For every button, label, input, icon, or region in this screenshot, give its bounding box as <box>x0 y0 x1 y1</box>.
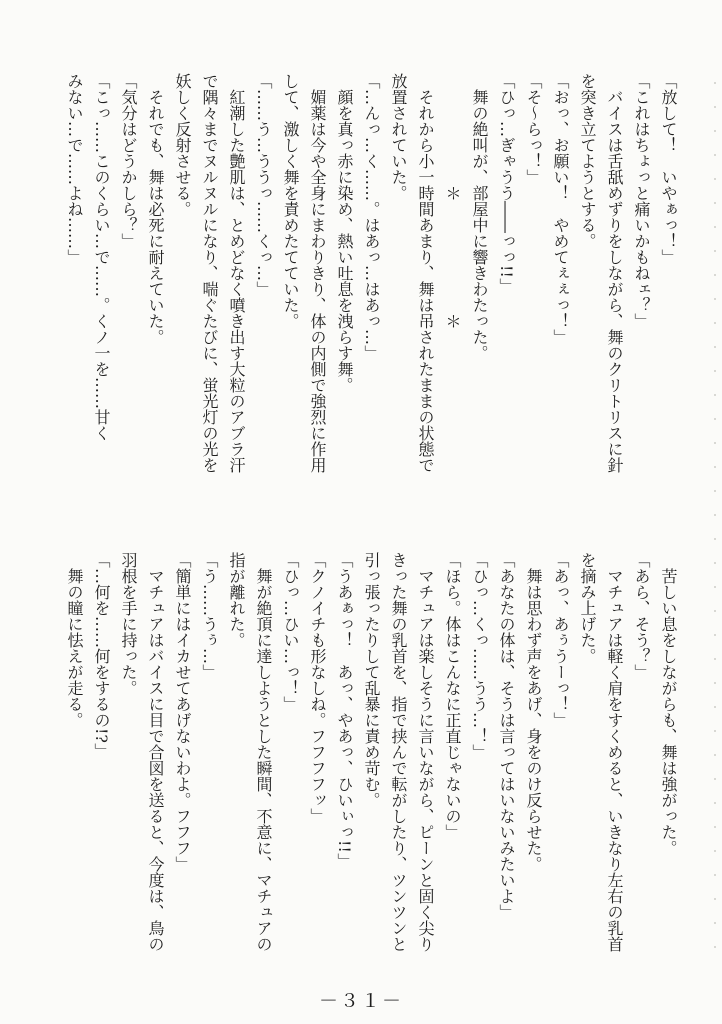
text-line: 「これはちょっと痛いかもねェ？」 <box>632 73 651 329</box>
text-block-upper <box>61 73 682 483</box>
text-line: 「う……うぅ…」 <box>200 552 219 680</box>
text-line: 舞は思わず声をあげ、身をのけ反らせた。 <box>524 552 543 872</box>
text-line: きった舞の乳首を、指で挟んで転がしたり、ツンツンと <box>389 552 408 952</box>
text-line: 「…何を……何をするの!?」 <box>92 552 111 760</box>
text-line: ＊ ＊ <box>443 73 462 329</box>
text-line: 妖しく反射させる。 <box>173 73 192 217</box>
text-line: 「ひっ…くっ……うう…！」 <box>470 552 489 760</box>
text-line: 「あなたの体は、そうは言ってはいないみたいよ」 <box>497 552 516 920</box>
text-line: 「あっ、あぅうーっ！」 <box>551 552 570 728</box>
text-line: マチュアはバイスに目で合図を送ると、今度は、鳥の <box>146 552 165 952</box>
text-line: 「そ～らっ！」 <box>524 73 543 185</box>
text-line: マチュアは楽しそうに言いながら、ピーンと固く尖り <box>416 552 435 952</box>
text-line: 「気分はどうかしら？」 <box>119 73 138 249</box>
text-line: 指が離れた。 <box>227 552 246 648</box>
text-line: 放置されていた。 <box>389 73 408 201</box>
text-line: して、激しく舞を責めたてていた。 <box>281 73 300 329</box>
text-line: 「ひっ…ひい…っ！」 <box>281 552 300 712</box>
text-line: を突き立てようとする。 <box>578 73 597 249</box>
text-line: バイスは舌舐めずりをしながら、舞のクリトリスに針 <box>605 73 624 473</box>
text-line: 羽根を手に持った。 <box>119 552 138 696</box>
text-line: 苦しい息をしながらも、舞は強がった。 <box>659 552 678 856</box>
text-line: 媚薬は今や全身にまわりきり、体の内側で強烈に作用 <box>308 73 327 473</box>
text-line: 「ひっ…ぎゃうう――っっ!!」 <box>497 73 516 294</box>
text-line: 「放して！ いやぁっ！」 <box>659 73 678 265</box>
text-line: 舞の瞳に怯えが走る。 <box>65 552 84 728</box>
text-line: 「クノイチも形なしね。フフフフッ」 <box>308 552 327 824</box>
text-block-lower <box>61 552 682 962</box>
text-line: 舞が絶頂に達しようとした瞬間、不意に、マチュアの <box>254 552 273 952</box>
text-line: 「こっ……このくらい…で……。くノ一を……甘く <box>92 73 111 441</box>
text-line: で隅々までヌルヌルになり、喘ぐたびに、蛍光灯の光を <box>200 73 219 473</box>
text-line: 「簡単にはイカせてあげないわよ。フフフ」 <box>173 552 192 872</box>
text-line: 「…んっ…く……。はあっ…はあっ…」 <box>362 73 381 361</box>
text-line: を摘み上げた。 <box>578 552 597 664</box>
text-line: 引っ張ったりして乱暴に責め苛む。 <box>362 552 381 808</box>
text-line: 「あら、そう？」 <box>632 552 651 680</box>
text-line: マチュアは軽く肩をすくめると、いきなり左右の乳首 <box>605 552 624 952</box>
text-line: 顔を真っ赤に染め、熱い吐息を洩らす舞。 <box>335 73 354 393</box>
text-line: 舞の絶叫が、部屋中に響きわたった。 <box>470 73 489 361</box>
page-number: －３１－ <box>318 990 403 1012</box>
text-line: 紅潮した艶肌は、とめどなく噴き出す大粒のアブラ汗 <box>227 73 246 473</box>
text-line: みない…で……よね……」 <box>65 73 84 265</box>
text-line: それでも、舞は必死に耐えていた。 <box>146 73 165 345</box>
text-line: 「うあぁっ！ あっ、やあっ、ひいぃっ!!」 <box>335 552 354 869</box>
text-line: それから小一時間あまり、舞は吊されたままの状態で <box>416 73 435 473</box>
scan-edge-marks <box>714 60 716 960</box>
text-line: 「ほら。体はこんなに正直じゃないの」 <box>443 552 462 840</box>
text-line: 「……う…ううっ……くっ…」 <box>254 73 273 297</box>
text-line: 「おっ、お願い！ やめてぇぇっ！」 <box>551 73 570 345</box>
